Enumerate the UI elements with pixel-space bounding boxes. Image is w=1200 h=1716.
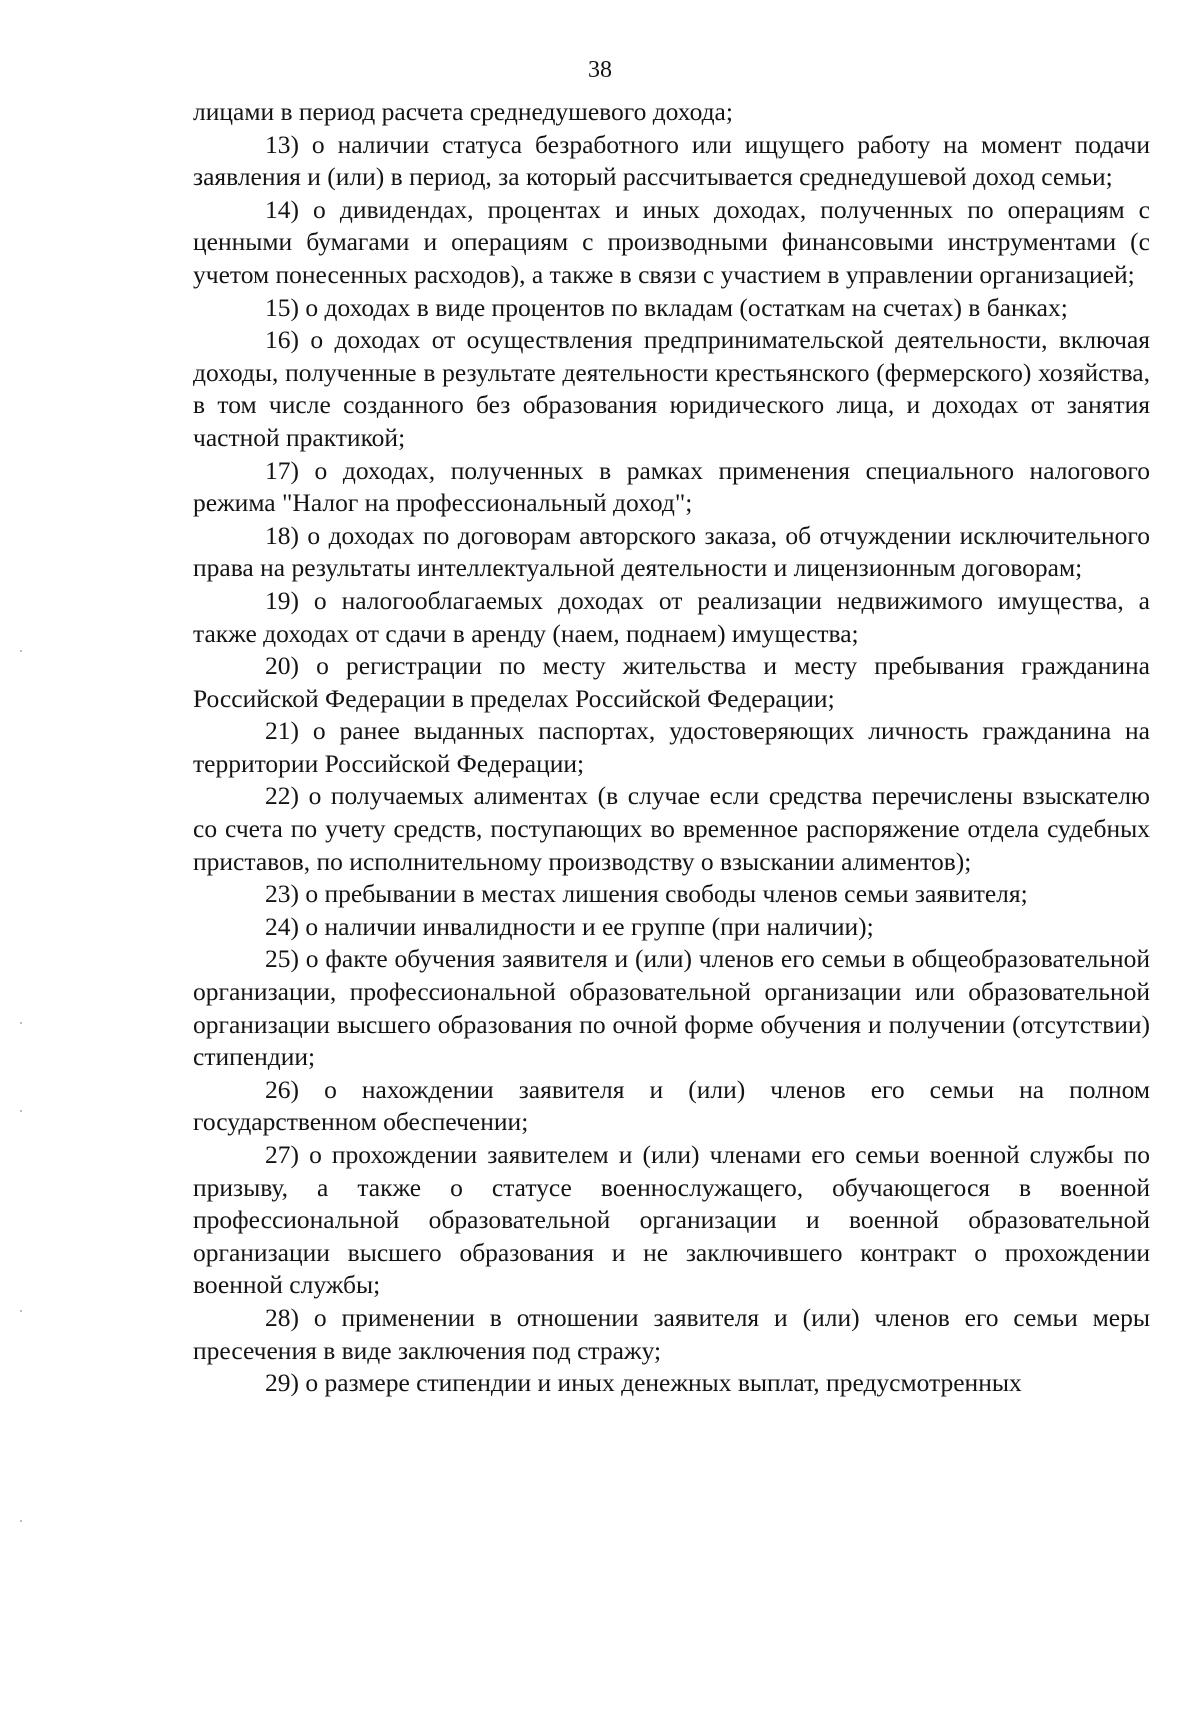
- document-body: [193, 96, 1150, 1400]
- list-item-paragraph: 23) о пребывании в местах лишения свободы членов семьи заявителя;: [265, 879, 1028, 909]
- list-item-paragraph: 15) о доходах в виде процентов по вкладам (остаткам на счетах) в банках;: [265, 292, 1068, 322]
- scan-mark: [20, 1110, 22, 1112]
- scan-mark: [20, 1022, 22, 1024]
- scan-mark: [20, 1310, 22, 1312]
- list-item-paragraph: 26) о нахождении заявителя и (или) членов его семьи на полном государственном обеспечении;: [193, 1074, 1150, 1137]
- list-item-paragraph: 19) о налогооблагаемых доходах от реализации недвижимого имущества, а также доходах от сдачи в аренду (наем, поднаем) имущества;: [193, 585, 1150, 648]
- scan-mark: [20, 1520, 22, 1522]
- list-item-paragraph: 17) о доходах, полученных в рамках применения специального налогового режима "Налог на профессиональный доход";: [193, 455, 1150, 518]
- list-item-paragraph: 27) о прохождении заявителем и (или) членами его семьи военной службы по призыву, а также о статусе военнослужащего, обучающегося в военной профессиональной образовательной организации и военной образовательной организации высшего образования и не заключившего контракт о прохождении военной службы;: [193, 1140, 1150, 1300]
- list-item-paragraph: 24) о наличии инвалидности и ее группе (при наличии);: [265, 911, 874, 941]
- list-item-paragraph: 29) о размере стипендии и иных денежных выплат, предусмотренных: [265, 1368, 1022, 1398]
- list-item-paragraph: 22) о получаемых алиментах (в случае если средства перечислены взыскателю со счета по учету средств, поступающих во временное распоряжение отдела судебных приставов, по исполнительному производству о взыскании алиментов);: [193, 781, 1150, 876]
- list-item-paragraph: 14) о дивидендах, процентах и иных доходах, полученных по операциям с ценными бумагами и операциям с производными финансовыми инструментами (с учетом понесенных расходов), а также в связи с участием в управлении организацией;: [193, 194, 1150, 289]
- list-item-paragraph: 18) о доходах по договорам авторского заказа, об отчуждении исключительного права на результаты интеллектуальной деятельности и лицензионным договорам;: [193, 520, 1150, 583]
- list-item-paragraph: 28) о применении в отношении заявителя и (или) членов его семьи меры пресечения в виде заключения под стражу;: [193, 1302, 1150, 1365]
- scan-mark: [20, 650, 22, 652]
- list-item-paragraph: 25) о факте обучения заявителя и (или) членов его семьи в общеобразовательной организации, профессиональной образовательной организации или образовательной организации высшего образования по очной форме обучения и получении (отсутствии) стипендии;: [193, 944, 1150, 1072]
- list-item-paragraph: 21) о ранее выданных паспортах, удостоверяющих личность гражданина на территории Российской Федерации;: [193, 716, 1150, 778]
- list-item-paragraph: лицами в период расчета среднедушевого дохода;: [193, 97, 733, 126]
- page-number: 38: [588, 57, 612, 83]
- list-item-paragraph: 20) о регистрации по месту жительства и месту пребывания гражданина Российской Федерации в пределах Российской Федерации;: [193, 651, 1150, 713]
- list-item-paragraph: 16) о доходах от осуществления предпринимательской деятельности, включая доходы, полученные в результате деятельности крестьянского (фермерского) хозяйства, в том числе созданного без образования юридического лица, и доходах от занятия частной практикой;: [193, 325, 1150, 452]
- list-item-paragraph: 13) о наличии статуса безработного или ищущего работу на момент подачи заявления и (или) в период, за который рассчитывается среднедушевой доход семьи;: [193, 129, 1150, 192]
